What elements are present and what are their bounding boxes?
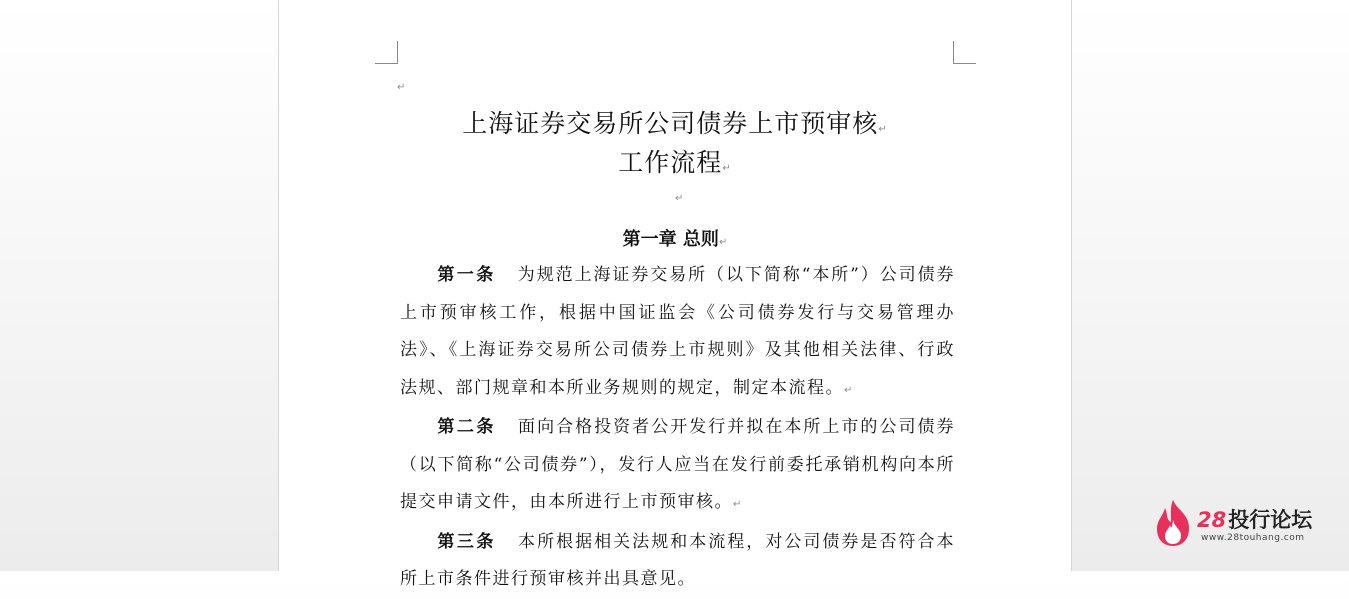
body-text (400, 257, 955, 599)
flame-icon (1153, 498, 1193, 548)
watermark-logo (1153, 498, 1343, 550)
crop-mark-top-right (953, 41, 976, 64)
paragraph-mark: ↵ (718, 237, 728, 248)
paragraph-mark: ↵ (397, 82, 406, 93)
logo-url: www.28touhang.com (1201, 533, 1305, 543)
logo-number: 28 (1197, 508, 1227, 532)
paragraph-mark: ↵ (675, 193, 684, 204)
article-label: 第三条 (437, 531, 496, 552)
article-text: 面向合格投资者公开发行并拟在本所上市的公司债券（以下简称“公司债券”），发行人应当在发行前委托承销机构向本所提交申请文件，由本所进行上市预审核。 (400, 417, 955, 512)
paragraph-mark: ↵ (844, 384, 854, 396)
article-label: 第二条 (437, 417, 496, 437)
article-label: 第一条 (437, 265, 496, 285)
paragraph-mark: ↵ (733, 499, 743, 510)
document-title-line-1: 上海证券交易所公司债券上市预审核↵ (462, 109, 888, 138)
document-page[interactable] (278, 0, 1072, 589)
crop-mark-top-left (375, 41, 398, 64)
paragraph-mark: ↵ (878, 124, 888, 135)
logo-name: 投行论坛 (1228, 508, 1313, 532)
chapter-heading: 第一章 总则↵ (622, 229, 728, 250)
article-text: 为规范上海证券交易所（以下简称“本所”）公司债券上市预审核工作，根据中国证监会《公司债券发行与交易管理办法》、《上海证券交易所公司债券上市规则》及其他相关法律、行政法规、部门规章和本所业务规则的规定，制定本流程。 (400, 265, 956, 398)
article-paragraph (400, 409, 955, 524)
logo-text (1197, 504, 1312, 534)
article-paragraph (400, 257, 955, 409)
document-title-line-2: 工作流程↵ (618, 148, 732, 177)
paragraph-mark: ↵ (722, 163, 732, 174)
article-paragraph (400, 524, 955, 599)
article-text: 本所根据相关法规和本流程，对公司债券是否符合本所上市条件进行预审核并出具意见。 (400, 531, 955, 589)
